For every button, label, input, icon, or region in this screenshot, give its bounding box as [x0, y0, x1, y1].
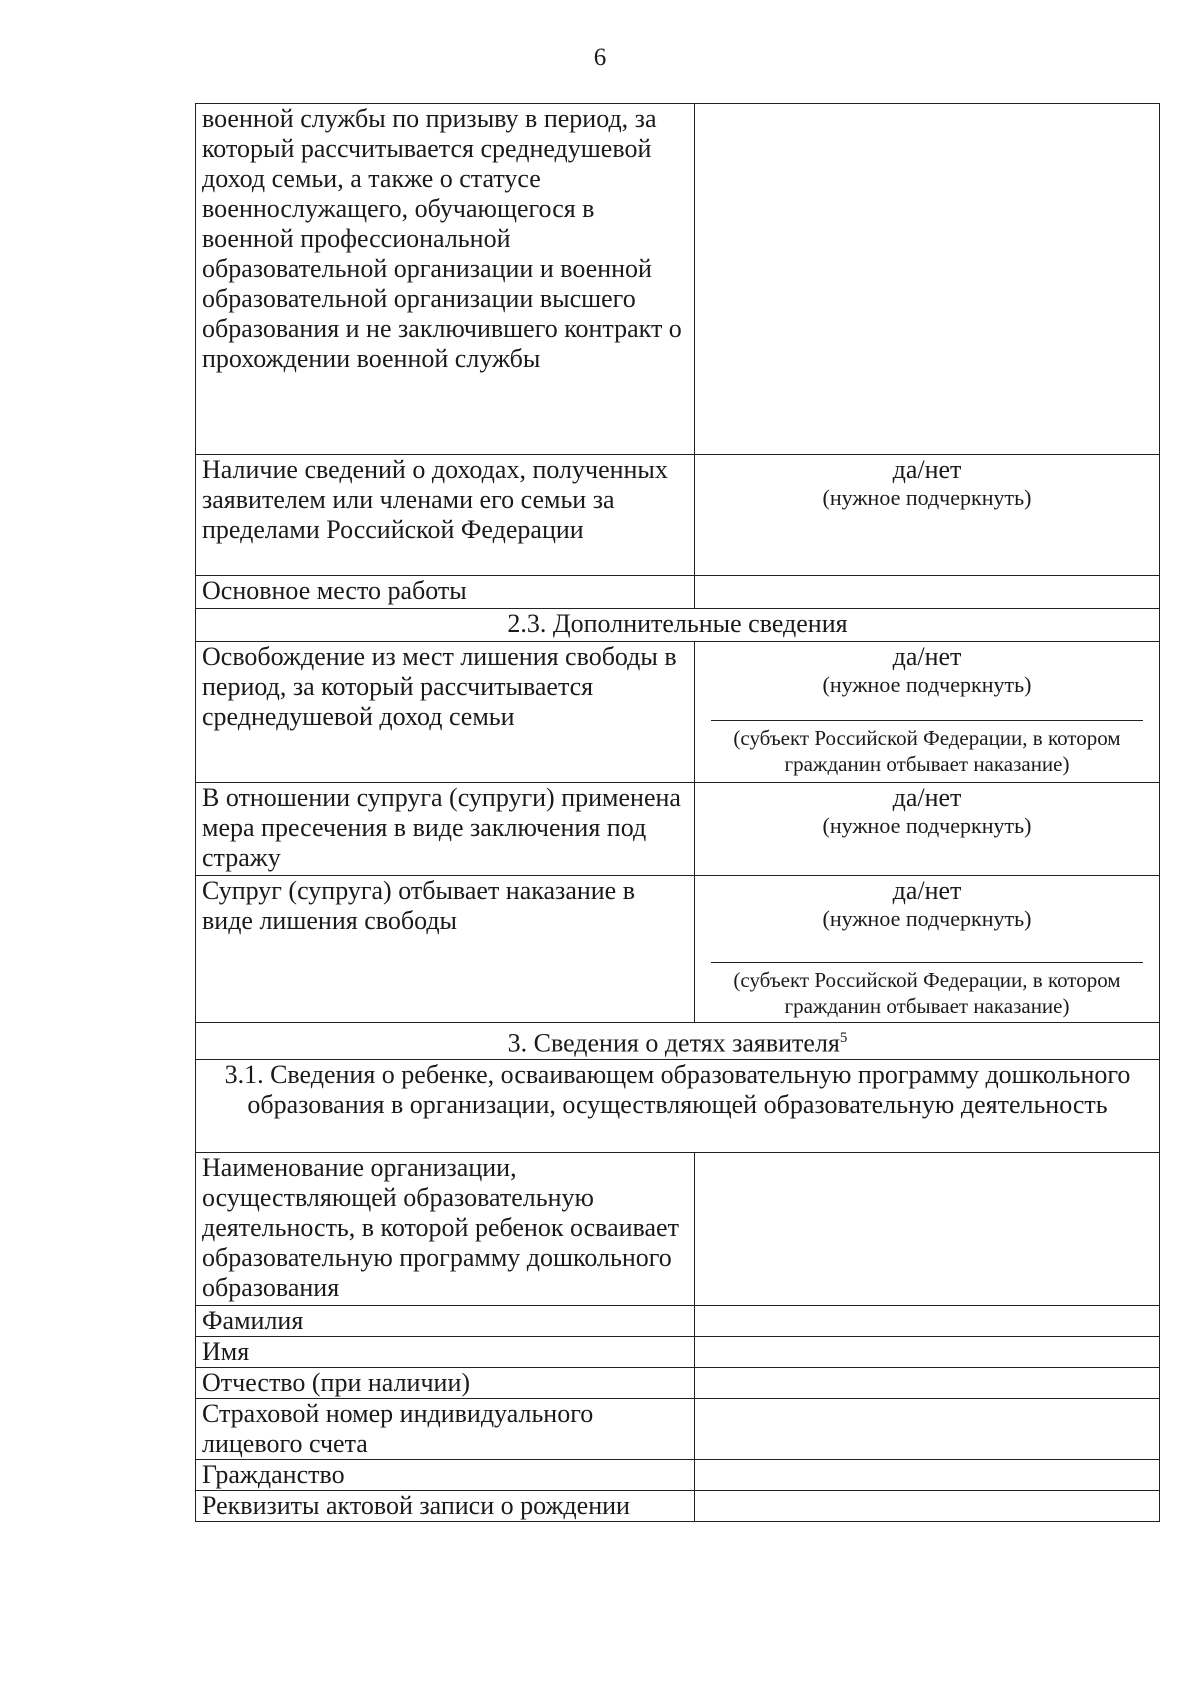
organization-name-value[interactable]	[695, 1152, 1160, 1305]
surname-value[interactable]	[695, 1305, 1160, 1336]
table-row	[196, 1398, 1160, 1459]
table-row	[196, 1336, 1160, 1367]
table-row	[196, 1459, 1160, 1490]
table-row	[196, 642, 1160, 783]
table-row	[196, 783, 1160, 876]
section-header-row	[196, 1059, 1160, 1152]
section-header-row	[196, 609, 1160, 642]
footnote-marker: 5	[839, 1030, 848, 1046]
yes-no-choice[interactable]: да/нет	[892, 642, 962, 671]
section-3-title-text: 3. Сведения о детях заявителя	[507, 1028, 840, 1058]
table-row	[196, 576, 1160, 609]
underline-hint: (нужное подчеркнуть)	[822, 906, 1032, 931]
first-name-value[interactable]	[695, 1336, 1160, 1367]
region-blank-line[interactable]	[711, 962, 1143, 963]
birth-record-label: Реквизиты актовой записи о рождении	[196, 1490, 695, 1521]
table-row	[196, 104, 1160, 455]
birth-record-value[interactable]	[695, 1490, 1160, 1521]
surname-label: Фамилия	[196, 1305, 695, 1336]
region-hint: (субъект Российской Федерации, в котором гражданин отбывает наказание)	[733, 726, 1121, 776]
release-from-prison-label: Освобождение из мест лишения свободы в период, за который рассчитывается среднедушевой доход семьи	[196, 642, 695, 783]
military-service-value[interactable]	[695, 104, 1160, 455]
table-row	[196, 1367, 1160, 1398]
patronymic-label: Отчество (при наличии)	[196, 1367, 695, 1398]
region-hint: (субъект Российской Федерации, в котором гражданин отбывает наказание)	[733, 968, 1121, 1018]
underline-hint: (нужное подчеркнуть)	[822, 813, 1032, 838]
foreign-income-value[interactable]	[695, 455, 1160, 576]
underline-hint: (нужное подчеркнуть)	[822, 672, 1032, 697]
section-3-title	[196, 1023, 1160, 1060]
section-2-3-title: 2.3. Дополнительные сведения	[196, 609, 1160, 642]
section-header-row	[196, 1023, 1160, 1060]
spouse-custody-label: В отношении супруга (супруги) применена мера пресечения в виде заключения под стражу	[196, 783, 695, 876]
main-job-value[interactable]	[695, 576, 1160, 609]
organization-name-label: Наименование организации, осуществляющей образовательную деятельность, в которой ребенок осваивает образовательную программу дошкольного образования	[196, 1152, 695, 1305]
patronymic-value[interactable]	[695, 1367, 1160, 1398]
yes-no-choice[interactable]: да/нет	[892, 876, 962, 905]
spouse-sentence-value[interactable]	[695, 876, 1160, 1023]
release-from-prison-value[interactable]	[695, 642, 1160, 783]
underline-hint: (нужное подчеркнуть)	[822, 485, 1032, 510]
section-3-1-title: 3.1. Сведения о ребенке, осваивающем образовательную программу дошкольного образования в организации, осуществляющей образовательную деятельность	[196, 1059, 1160, 1152]
military-service-label: военной службы по призыву в период, за который рассчитывается среднедушевой доход семьи, а также о статусе военнослужащего, обучающегося в военной профессиональной образовательной организации и военной образовательной организации высшего образования и не заключившего контракт о прохождении военной службы	[196, 104, 695, 455]
main-job-label: Основное место работы	[196, 576, 695, 609]
region-blank-line[interactable]	[711, 720, 1143, 721]
first-name-label: Имя	[196, 1336, 695, 1367]
table-row	[196, 876, 1160, 1023]
snils-value[interactable]	[695, 1398, 1160, 1459]
citizenship-label: Гражданство	[196, 1459, 695, 1490]
citizenship-value[interactable]	[695, 1459, 1160, 1490]
application-form-table	[195, 103, 1160, 1522]
snils-label: Страховой номер индивидуального лицевого счета	[196, 1398, 695, 1459]
yes-no-choice[interactable]: да/нет	[892, 783, 962, 812]
page-number: 6	[593, 44, 607, 71]
spouse-custody-value[interactable]	[695, 783, 1160, 876]
spouse-sentence-label: Супруг (супруга) отбывает наказание в виде лишения свободы	[196, 876, 695, 1023]
table-row	[196, 455, 1160, 576]
table-row	[196, 1305, 1160, 1336]
table-row	[196, 1490, 1160, 1521]
yes-no-choice[interactable]: да/нет	[892, 455, 962, 484]
table-row	[196, 1152, 1160, 1305]
foreign-income-label: Наличие сведений о доходах, полученных заявителем или членами его семьи за пределами Российской Федерации	[196, 455, 695, 576]
